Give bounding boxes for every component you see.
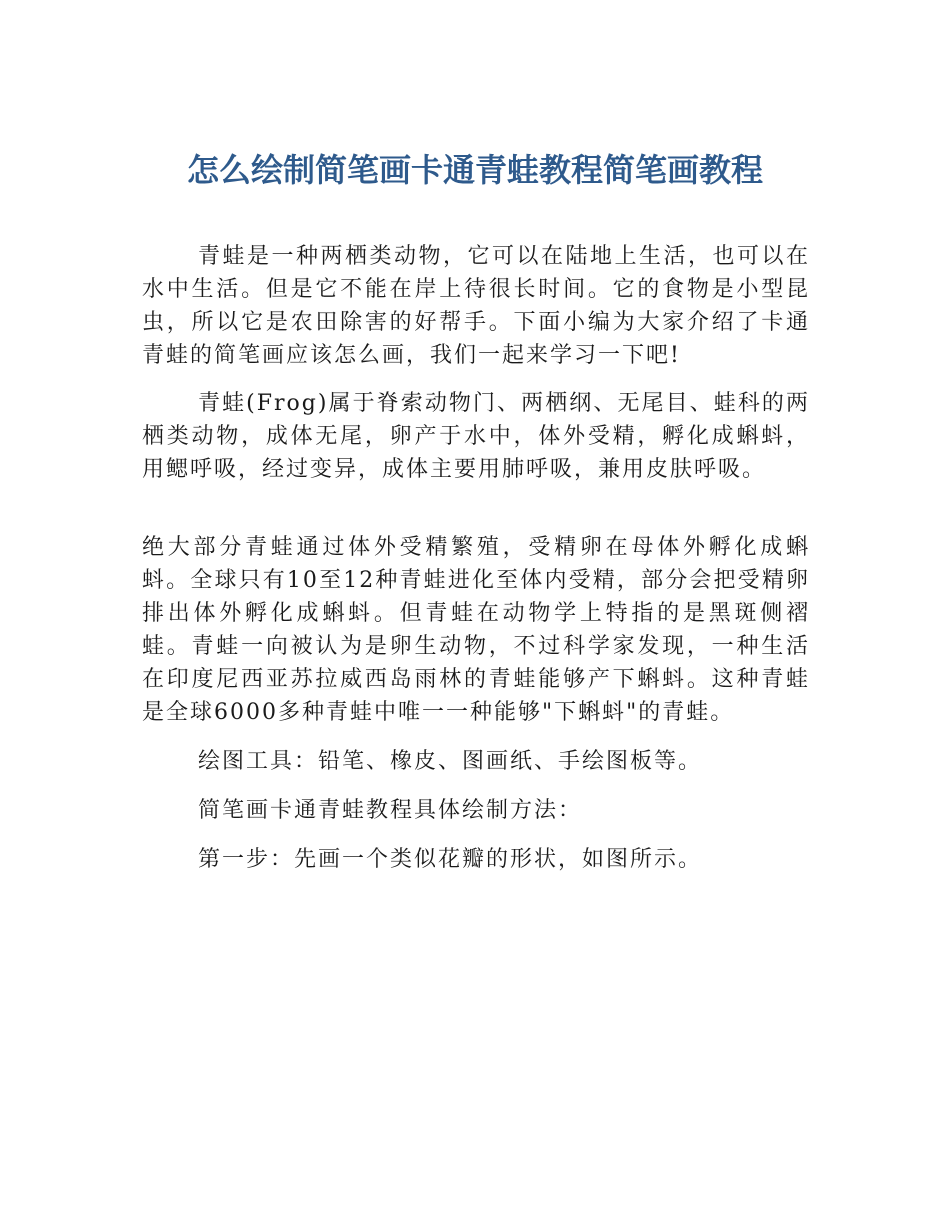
article-body bbox=[142, 240, 810, 876]
paragraph-step-one: 第一步：先画一个类似花瓣的形状，如图所示。 bbox=[198, 847, 703, 872]
paragraph-classification: 青蛙(Frog)属于脊索动物门、两栖纲、无尾目、蛙科的两栖类动物，成体无尾，卵产于水中，体外受精，孵化成蝌蚪，用鳃呼吸，经过变异，成体主要用肺呼吸，兼用皮肤呼吸。 bbox=[142, 391, 810, 482]
paragraph-reproduction: 绝大部分青蛙通过体外受精繁殖，受精卵在母体外孵化成蝌蚪。全球只有10至12种青蛙进化至体内受精，部分会把受精卵排出体外孵化成蝌蚪。但青蛙在动物学上特指的是黑斑侧褶蛙。青蛙一向被认为是卵生动物，不过科学家发现，一种生活在印度尼西亚苏拉威西岛雨林的青蛙能够产下蝌蚪。这种青蛙是全球6000多种青蛙中唯一一种能够"下蝌蚪"的青蛙。 bbox=[142, 535, 810, 725]
paragraph-intro: 青蛙是一种两栖类动物，它可以在陆地上生活，也可以在水中生活。但是它不能在岸上待很长时间。它的食物是小型昆虫，所以它是农田除害的好帮手。下面小编为大家介绍了卡通青蛙的简笔画应该怎么画，我们一起来学习一下吧! bbox=[142, 244, 810, 368]
paragraph-tools: 绘图工具：铅笔、橡皮、图画纸、手绘图板等。 bbox=[198, 749, 703, 774]
page-title: 怎么绘制简笔画卡通青蛙教程简笔画教程 bbox=[186, 151, 763, 189]
paragraph-method-heading: 简笔画卡通青蛙教程具体绘制方法： bbox=[198, 798, 583, 823]
